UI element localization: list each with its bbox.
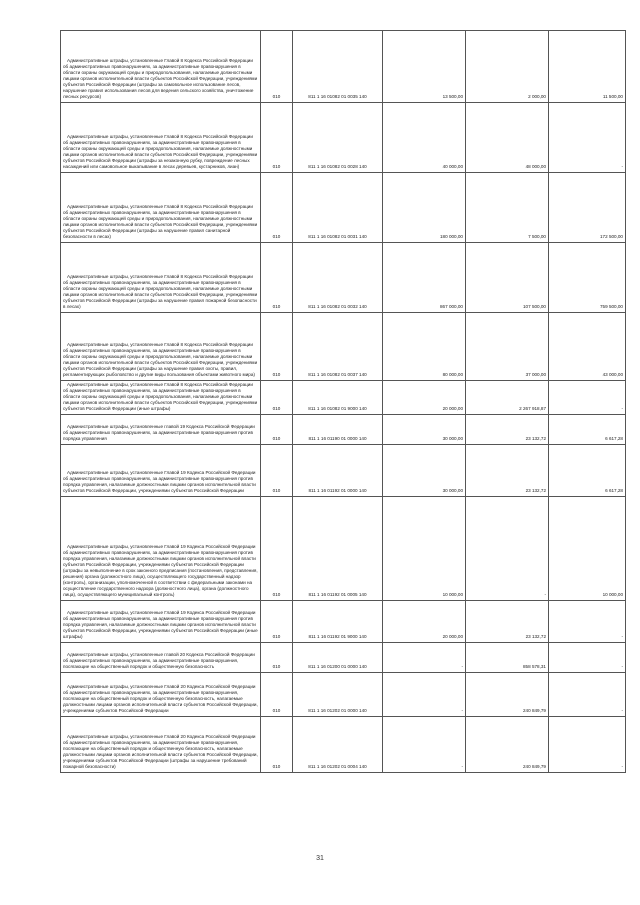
row-name	[61, 313, 261, 381]
row-name-text: Административные штрафы, установленные главой 19 Кодекса Российской Федерации об административных правонарушениях, за административные правонарушения против порядка управления	[63, 424, 255, 441]
row-budget-classification-code: 811 1 16 01190 01 0000 140	[293, 415, 383, 445]
row-executed-amount: 2 000,00	[466, 31, 549, 103]
row-budget-classification-code: 811 1 16 01192 01 0000 140	[293, 445, 383, 497]
row-executed-amount: 23 132,72	[466, 445, 549, 497]
row-name	[61, 31, 261, 103]
row-remaining-amount: -	[549, 643, 626, 673]
row-approved-amount: 40 000,00	[383, 103, 466, 173]
table-row	[61, 313, 626, 381]
row-name-text: Административные штрафы, установленные Главой 20 Кодекса Российской Федерации об административных правонарушениях, за административные правонарушения, посягающие на общественный порядок и общественную безопасность, налагаемые должностными лицами органов исполнительной власти субъектов Российской Федерации, учреждениями субъектов Российской Федерации (штрафы за нарушение требований пожарной безопасности)	[63, 734, 258, 769]
row-executed-amount: 23 132,72	[466, 601, 549, 643]
table-row	[61, 445, 626, 497]
row-remaining-amount: -	[549, 717, 626, 773]
row-name-text: Административные штрафы, установленные Главой 8 Кодекса Российской Федерации об административных правонарушениях, за административные правонарушения в области охраны окружающей среды и природопользования, налагаемые должностными лицами органов исполнительной власти субъектов Российской Федерации, учреждениями субъектов Российской Федерации (штрафы за нарушение правил охоты, правил, регламентирующих рыболовство и другие виды пользования объектами животного мира)	[63, 342, 258, 377]
row-code: 010	[261, 601, 293, 643]
table-row	[61, 381, 626, 415]
table-row	[61, 243, 626, 313]
row-executed-amount: 37 000,00	[466, 313, 549, 381]
row-budget-classification-code: 811 1 16 01082 01 0031 140	[293, 173, 383, 243]
row-executed-amount: 2 267 918,87	[466, 381, 549, 415]
table-row	[61, 643, 626, 673]
row-name	[61, 601, 261, 643]
row-name-text: Административные штрафы, установленные главой 20 Кодекса Российской Федерации об административных правонарушениях, за административные правонарушения, посягающие на общественный порядок и общественную безопасность	[63, 652, 255, 669]
row-name	[61, 445, 261, 497]
table-row	[61, 601, 626, 643]
row-name	[61, 381, 261, 415]
table-row	[61, 673, 626, 717]
row-approved-amount: 13 500,00	[383, 31, 466, 103]
row-name-text: Административные штрафы, установленные Главой 8 Кодекса Российской Федерации об административных правонарушениях, за административные правонарушения в области охраны окружающей среды и природопользования, налагаемые должностными лицами органов исполнительной власти субъектов Российской Федерации, учреждениями субъектов Российской Федерации (штрафы за нарушение правил пожарной безопасности в лесах)	[63, 274, 258, 309]
row-budget-classification-code: 811 1 16 01202 01 0000 140	[293, 673, 383, 717]
row-remaining-amount: 10 000,00	[549, 497, 626, 601]
row-name	[61, 643, 261, 673]
table-row	[61, 497, 626, 601]
row-name-text: Административные штрафы, установленные Главой 20 Кодекса Российской Федерации об административных правонарушениях, за административные правонарушения, посягающие на общественный порядок и общественную безопасность, налагаемые должностными лицами органов исполнительной власти субъектов Российской Федерации, учреждениями субъектов Российской Федерации	[63, 684, 258, 713]
row-approved-amount: 20 000,00	[383, 601, 466, 643]
row-code: 010	[261, 243, 293, 313]
row-executed-amount: 858 578,31	[466, 643, 549, 673]
row-executed-amount: -	[466, 497, 549, 601]
row-code: 010	[261, 173, 293, 243]
row-executed-amount: 23 132,72	[466, 415, 549, 445]
row-approved-amount: 20 000,00	[383, 381, 466, 415]
row-name-text: Административные штрафы, установленные Главой 19 Кодекса Российской Федерации об административных правонарушениях, за административные правонарушения против порядка управления, налагаемые должностными лицами органов исполнительной власти субъектов Российской Федерации, учреждениями субъектов Российской Федерации (иные штрафы)	[63, 610, 258, 639]
row-executed-amount: 48 000,00	[466, 103, 549, 173]
row-approved-amount: 10 000,00	[383, 497, 466, 601]
table-row	[61, 717, 626, 773]
row-code: 010	[261, 717, 293, 773]
row-name	[61, 173, 261, 243]
row-remaining-amount: 759 500,00	[549, 243, 626, 313]
row-budget-classification-code: 811 1 16 01082 01 0028 140	[293, 103, 383, 173]
row-budget-classification-code: 811 1 16 01202 01 0004 140	[293, 717, 383, 773]
row-code: 010	[261, 445, 293, 497]
row-budget-classification-code: 811 1 16 01082 01 0037 140	[293, 313, 383, 381]
row-executed-amount: 240 849,79	[466, 673, 549, 717]
table-row	[61, 31, 626, 103]
row-executed-amount: 7 500,00	[466, 173, 549, 243]
row-approved-amount: 80 000,00	[383, 313, 466, 381]
row-budget-classification-code: 811 1 16 01082 01 9000 140	[293, 381, 383, 415]
row-code: 010	[261, 313, 293, 381]
row-budget-classification-code: 811 1 16 01192 01 0005 140	[293, 497, 383, 601]
table-row	[61, 173, 626, 243]
page-number: 31	[316, 855, 324, 862]
row-code: 010	[261, 31, 293, 103]
row-name-text: Административные штрафы, установленные Главой 8 Кодекса Российской Федерации об административных правонарушениях, за административные правонарушения в области охраны окружающей среды и природопользования, налагаемые должностными лицами органов исполнительной власти субъектов Российской Федерации, учреждениями субъектов Российской Федерации (штрафы за незаконную рубку, повреждение лесных насаждений или самовольное выкапывание в лесах деревьев, кустарников, лиан)	[63, 134, 258, 169]
row-code: 010	[261, 103, 293, 173]
row-name-text: Административные штрафы, установленные Главой 19 Кодекса Российской Федерации об административных правонарушениях, за административные правонарушения против порядка управления, налагаемые должностными лицами органов исполнительной власти субъектов Российской Федерации, учреждениями субъектов Российской Федерации (штрафы за невыполнение в срок законного предписания (постановления, представления, решения) органа (должностного лица), осуществляющего государственный надзор (контроль), организации, уполномоченной в соответствии с федеральными законами на осуществление государственного надзора (должностного лица), органа (должностного лица), осуществляющего муниципальный контроль)	[63, 544, 258, 597]
row-budget-classification-code: 811 1 16 01192 01 9000 140	[293, 601, 383, 643]
row-remaining-amount: -	[549, 103, 626, 173]
row-remaining-amount: 43 000,00	[549, 313, 626, 381]
row-name	[61, 673, 261, 717]
row-remaining-amount: -	[549, 673, 626, 717]
row-approved-amount: -	[383, 673, 466, 717]
row-budget-classification-code: 811 1 16 01082 01 0035 140	[293, 31, 383, 103]
row-budget-classification-code: 811 1 16 01082 01 0032 140	[293, 243, 383, 313]
row-remaining-amount: -	[549, 601, 626, 643]
row-name	[61, 415, 261, 445]
table-row	[61, 415, 626, 445]
row-name	[61, 243, 261, 313]
row-executed-amount: 240 849,79	[466, 717, 549, 773]
row-name-text: Административные штрафы, установленные Главой 8 Кодекса Российской Федерации об административных правонарушениях, за административные правонарушения в области охраны окружающей среды и природопользования, налагаемые должностными лицами органов исполнительной власти субъектов Российской Федерации, учреждениями субъектов Российской Федерации (иные штрафы)	[63, 382, 258, 411]
row-approved-amount: 180 000,00	[383, 173, 466, 243]
row-approved-amount: 867 000,00	[383, 243, 466, 313]
row-approved-amount: -	[383, 643, 466, 673]
row-code: 010	[261, 415, 293, 445]
row-code: 010	[261, 381, 293, 415]
row-executed-amount: 107 500,00	[466, 243, 549, 313]
row-code: 010	[261, 497, 293, 601]
row-name	[61, 103, 261, 173]
row-remaining-amount: -	[549, 381, 626, 415]
row-code: 010	[261, 673, 293, 717]
row-remaining-amount: 6 617,28	[549, 445, 626, 497]
row-name-text: Административные штрафы, установленные Главой 8 Кодекса Российской Федерации об административных правонарушениях, за административные правонарушения в области охраны окружающей среды и природопользования, налагаемые должностными лицами органов исполнительной власти субъектов Российской Федерации, учреждениями субъектов Российской Федерации (штрафы за самовольное использование лесов, нарушение правил использования лесов для ведения сельского хозяйства, уничтожение лесных ресурсов)	[63, 58, 258, 99]
row-budget-classification-code: 811 1 16 01200 01 0000 140	[293, 643, 383, 673]
row-approved-amount: 30 000,00	[383, 445, 466, 497]
row-remaining-amount: 172 500,00	[549, 173, 626, 243]
row-approved-amount: -	[383, 717, 466, 773]
table-row	[61, 103, 626, 173]
row-name-text: Административные штрафы, установленные Главой 8 Кодекса Российской Федерации об административных правонарушениях, за административные правонарушения в области охраны окружающей среды и природопользования, налагаемые должностными лицами органов исполнительной власти субъектов Российской Федерации, учреждениями субъектов Российской Федерации (штрафы за нарушение правил санитарной безопасности в лесах)	[63, 204, 258, 239]
budget-execution-table	[60, 30, 626, 773]
row-name	[61, 717, 261, 773]
row-approved-amount: 30 000,00	[383, 415, 466, 445]
row-name	[61, 497, 261, 601]
row-remaining-amount: 6 617,28	[549, 415, 626, 445]
row-remaining-amount: 11 500,00	[549, 31, 626, 103]
row-name-text: Административные штрафы, установленные Главой 19 Кодекса Российской Федерации об административных правонарушениях, за административные правонарушения против порядка управления, налагаемые должностными лицами органов исполнительной власти субъектов Российской Федерации, учреждениями субъектов Российской Федерации	[63, 470, 256, 493]
row-code: 010	[261, 643, 293, 673]
